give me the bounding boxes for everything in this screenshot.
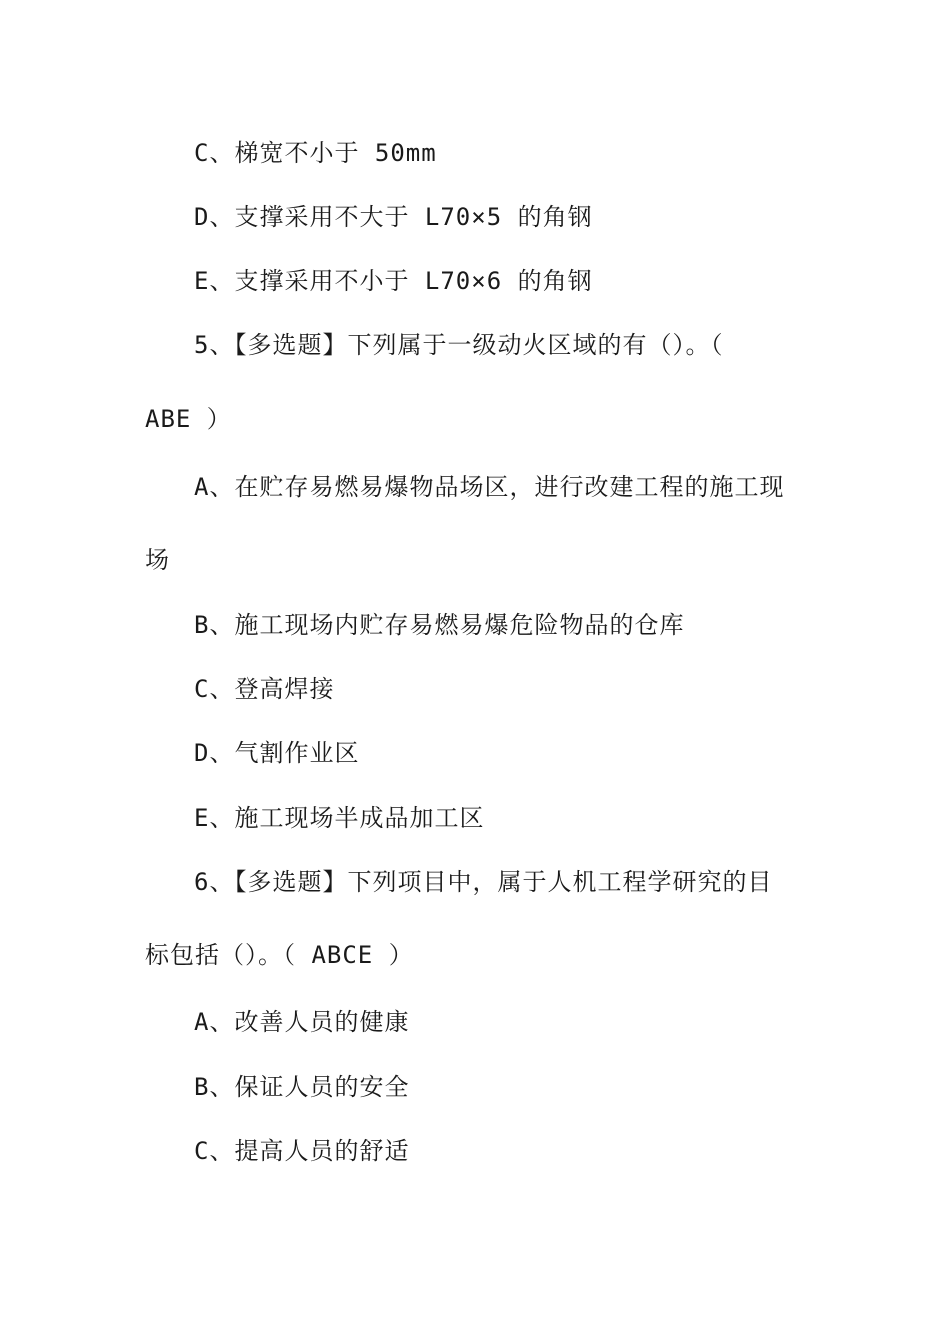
question-line: 6、【多选题】下列项目中，属于人机工程学研究的目: [194, 868, 773, 896]
option-line: C、登高焊接: [194, 675, 335, 703]
option-line: E、支撑采用不小于 L70×6 的角钢: [194, 267, 593, 295]
question-continuation: ABE ）: [145, 405, 232, 433]
option-continuation: 场: [145, 546, 170, 574]
option-line: C、提高人员的舒适: [194, 1137, 410, 1165]
option-line: A、改善人员的健康: [194, 1008, 410, 1036]
option-line: D、支撑采用不大于 L70×5 的角钢: [194, 203, 593, 231]
question-continuation: 标包括（）。（ ABCE ）: [145, 941, 414, 969]
option-line: A、在贮存易燃易爆物品场区，进行改建工程的施工现: [194, 473, 785, 501]
option-line: C、梯宽不小于 50mm: [194, 139, 437, 167]
option-line: E、施工现场半成品加工区: [194, 804, 485, 832]
option-line: B、保证人员的安全: [194, 1073, 410, 1101]
option-line: D、气割作业区: [194, 739, 360, 767]
question-line: 5、【多选题】下列属于一级动火区域的有（）。（: [194, 331, 724, 359]
option-line: B、施工现场内贮存易燃易爆危险物品的仓库: [194, 611, 685, 639]
